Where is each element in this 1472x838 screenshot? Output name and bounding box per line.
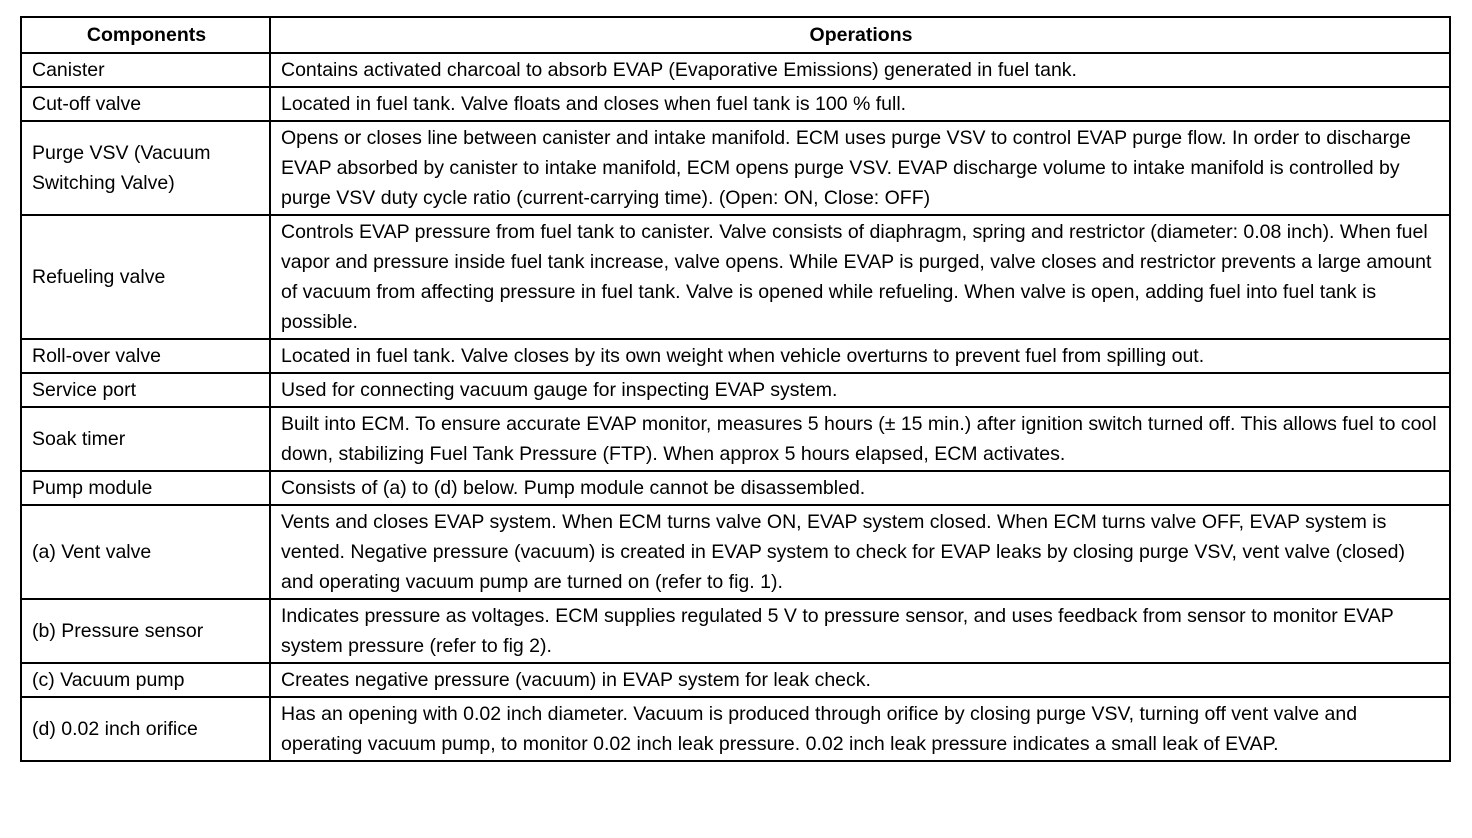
table-row [21, 215, 1450, 339]
header-row [21, 17, 1450, 53]
operation-cell: Contains activated charcoal to absorb EVAP (Evaporative Emissions) generated in fuel tank. [270, 53, 1450, 87]
operation-cell: Creates negative pressure (vacuum) in EVAP system for leak check. [270, 663, 1450, 697]
operation-cell: Used for connecting vacuum gauge for inspecting EVAP system. [270, 373, 1450, 407]
operation-cell: Consists of (a) to (d) below. Pump module cannot be disassembled. [270, 471, 1450, 505]
component-cell: Purge VSV (Vacuum Switching Valve) [21, 121, 270, 215]
component-cell: Soak timer [21, 407, 270, 471]
table-row [21, 407, 1450, 471]
header-components: Components [21, 17, 270, 53]
table-row [21, 121, 1450, 215]
operation-cell: Located in fuel tank. Valve closes by its own weight when vehicle overturns to prevent fuel from spilling out. [270, 339, 1450, 373]
table-row [21, 373, 1450, 407]
table-row [21, 339, 1450, 373]
component-cell: Refueling valve [21, 215, 270, 339]
operation-cell: Built into ECM. To ensure accurate EVAP monitor, measures 5 hours (± 15 min.) after ignition switch turned off. This allows fuel to cool down, stabilizing Fuel Tank Pressure (FTP). When approx 5 hours elapsed, ECM activates. [270, 407, 1450, 471]
table-row [21, 505, 1450, 599]
operation-cell: Indicates pressure as voltages. ECM supplies regulated 5 V to pressure sensor, and uses feedback from sensor to monitor EVAP system pressure (refer to fig 2). [270, 599, 1450, 663]
component-cell: Service port [21, 373, 270, 407]
table-row [21, 599, 1450, 663]
operation-cell: Has an opening with 0.02 inch diameter. Vacuum is produced through orifice by closing purge VSV, turning off vent valve and operating vacuum pump, to monitor 0.02 inch leak pressure. 0.02 inch leak pressure indicates a small leak of EVAP. [270, 697, 1450, 761]
component-cell: (c) Vacuum pump [21, 663, 270, 697]
operation-cell: Vents and closes EVAP system. When ECM turns valve ON, EVAP system closed. When ECM turns valve OFF, EVAP system is vented. Negative pressure (vacuum) is created in EVAP system to check for EVAP leaks by closing purge VSV, vent valve (closed) and operating vacuum pump are turned on (refer to fig. 1). [270, 505, 1450, 599]
table-row [21, 53, 1450, 87]
component-cell: Roll-over valve [21, 339, 270, 373]
component-cell: Canister [21, 53, 270, 87]
component-cell: (a) Vent valve [21, 505, 270, 599]
components-operations-table [20, 16, 1451, 762]
table-row [21, 697, 1450, 761]
table-row [21, 471, 1450, 505]
operation-cell: Located in fuel tank. Valve floats and closes when fuel tank is 100 % full. [270, 87, 1450, 121]
component-cell: (d) 0.02 inch orifice [21, 697, 270, 761]
table-row [21, 663, 1450, 697]
operation-cell: Opens or closes line between canister and intake manifold. ECM uses purge VSV to control EVAP purge flow. In order to discharge EVAP absorbed by canister to intake manifold, ECM opens purge VSV. EVAP discharge volume to intake manifold is controlled by purge VSV duty cycle ratio (current-carrying time). (Open: ON, Close: OFF) [270, 121, 1450, 215]
header-operations: Operations [270, 17, 1450, 53]
operation-cell: Controls EVAP pressure from fuel tank to canister. Valve consists of diaphragm, spring and restrictor (diameter: 0.08 inch). When fuel vapor and pressure inside fuel tank increase, valve opens. While EVAP is purged, valve closes and restrictor prevents a large amount of vacuum from affecting pressure in fuel tank. Valve is opened while refueling. When valve is open, adding fuel into fuel tank is possible. [270, 215, 1450, 339]
component-cell: (b) Pressure sensor [21, 599, 270, 663]
component-cell: Pump module [21, 471, 270, 505]
table-body [21, 53, 1450, 761]
table-row [21, 87, 1450, 121]
component-cell: Cut-off valve [21, 87, 270, 121]
table-header [21, 17, 1450, 53]
